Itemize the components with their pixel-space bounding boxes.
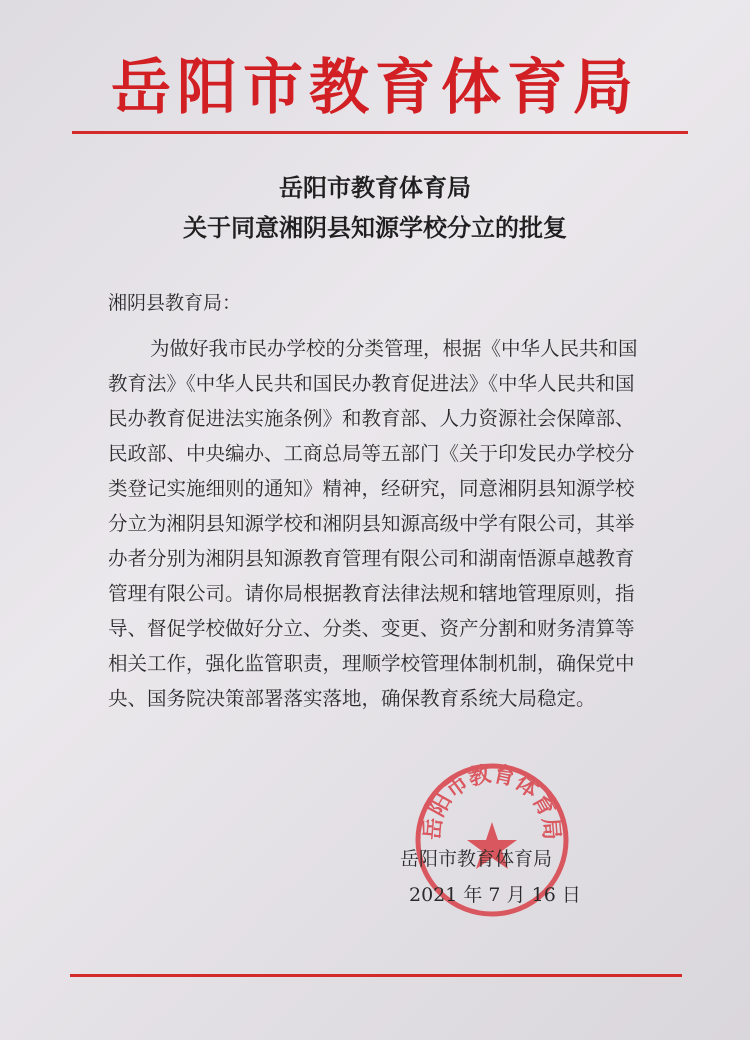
body-line: 央、国务院决策部署落实落地，确保教育系统大局稳定。: [108, 687, 596, 710]
body-line: 相关工作，强化监管职责，理顺学校管理体制机制，确保党中: [108, 652, 635, 675]
footer-red-rule: [70, 974, 682, 977]
body-line: 民办教育促进法实施条例》和教育部、人力资源社会保障部、: [108, 407, 635, 430]
letterhead-red-rule: [72, 131, 688, 134]
signature-date: 2021 年 7 月 16 日: [409, 884, 581, 906]
body-line: 管理有限公司。请你局根据教育法律法规和辖地管理原则，指: [108, 582, 635, 605]
body-line: 分立为湘阴县知源学校和湘阴县知源高级中学有限公司，其举: [108, 512, 635, 535]
body-line: 导、督促学校做好分立、分类、变更、资产分割和财务清算等: [108, 617, 635, 640]
body-line: 教育法》《中华人民共和国民办教育促进法》《中华人民共和国: [108, 372, 635, 395]
body-line: 办者分别为湘阴县知源教育管理有限公司和湖南悟源卓越教育: [108, 547, 635, 570]
svg-text:岳阳市教育体育局: 岳阳市教育体育局: [419, 761, 565, 841]
body-line: 为做好我市民办学校的分类管理，根据《中华人民共和国: [150, 337, 638, 360]
salutation: 湘阴县教育局：: [108, 292, 242, 314]
signer-name: 岳阳市教育体育局: [400, 848, 553, 870]
body-line: 类登记实施细则的通知》精神，经研究，同意湘阴县知源学校: [108, 477, 635, 500]
document-title-line-2: 关于同意湘阴县知源学校分立的批复: [183, 213, 567, 242]
document-title-line-1: 岳阳市教育体育局: [279, 173, 471, 202]
body-line: 民政部、中央编办、工商总局等五部门《关于印发民办学校分: [108, 442, 635, 465]
letterhead-agency-name: 岳阳市教育体育局: [111, 53, 639, 123]
